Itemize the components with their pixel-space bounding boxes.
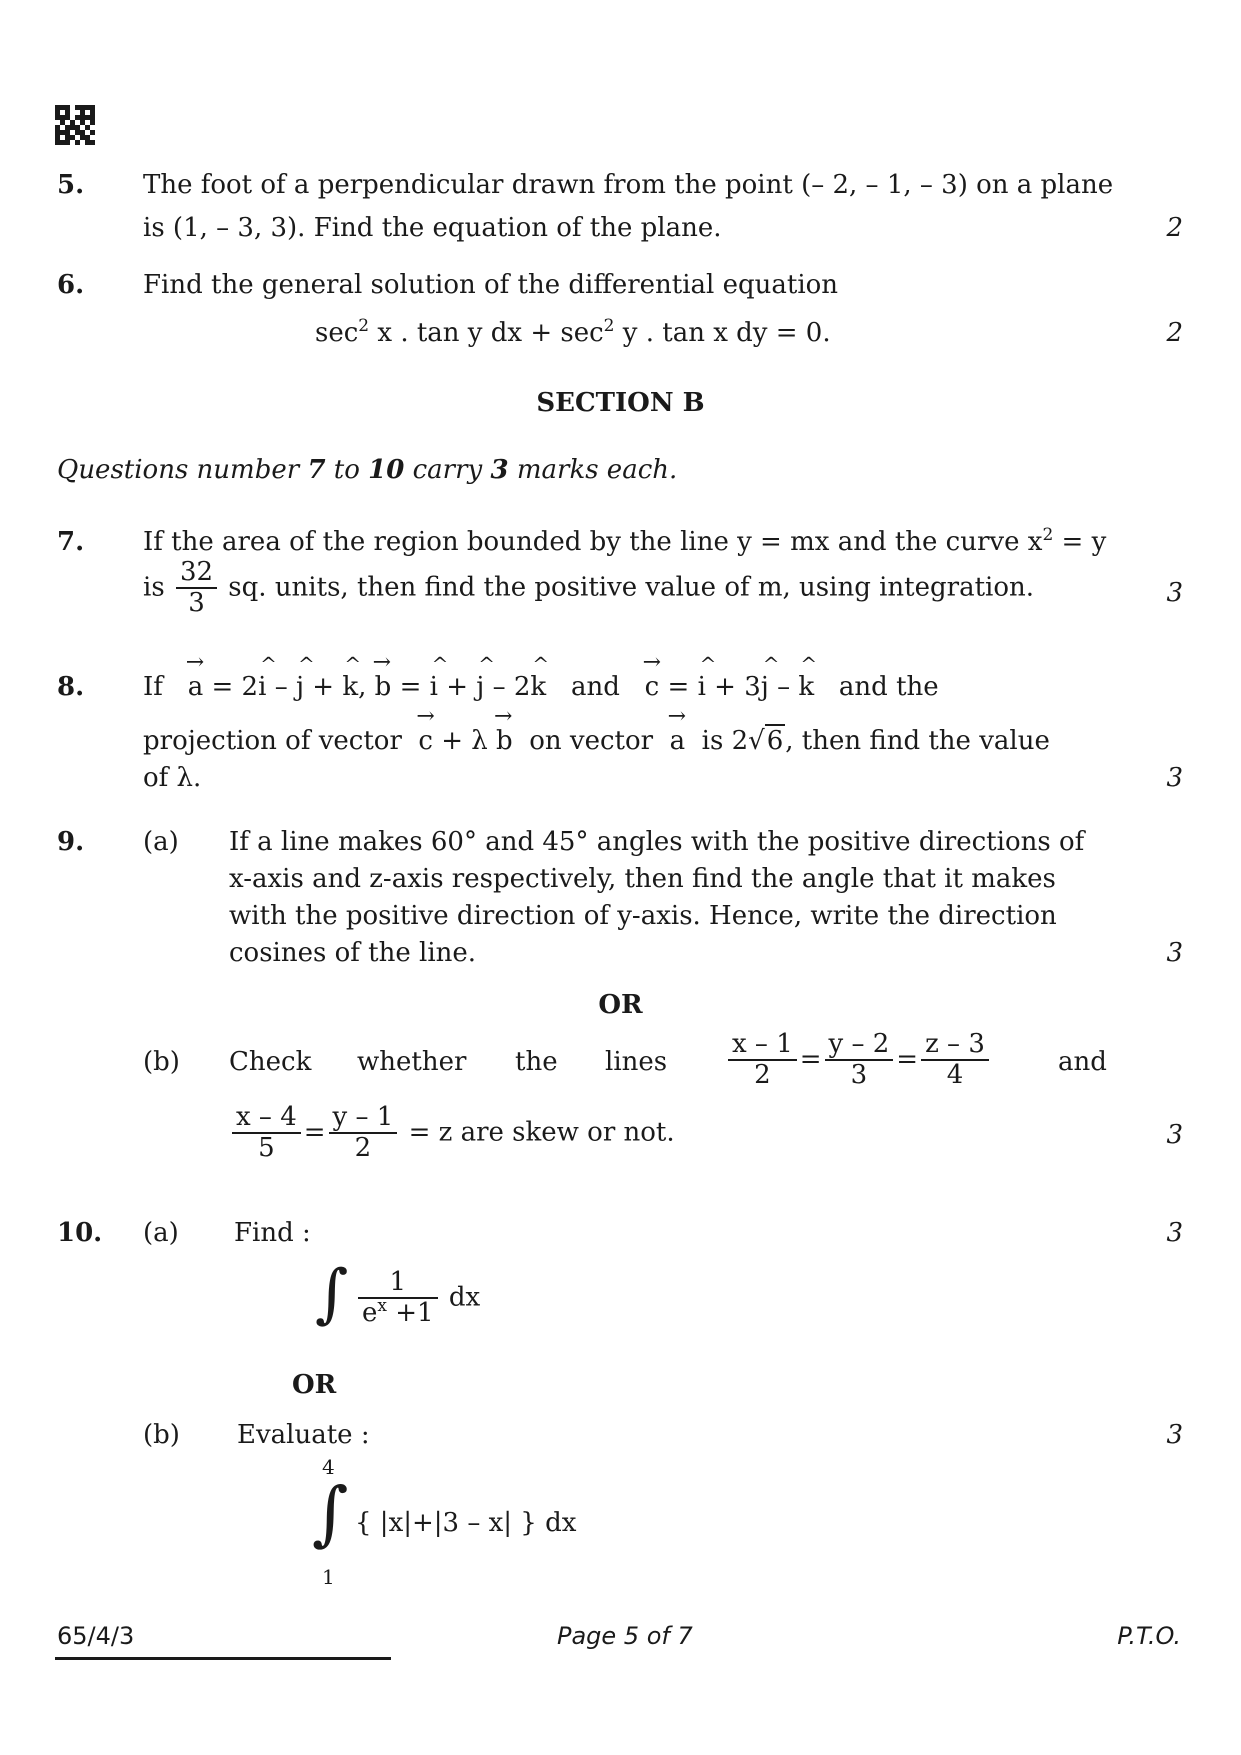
q9-b-whether: whether <box>357 1047 467 1077</box>
q9-number: 9. <box>57 827 85 857</box>
section-title: SECTION B <box>536 388 705 418</box>
q9-b-check: Check <box>229 1047 312 1077</box>
q8-line2: projection of vector → c + λ → b on vector → a is 2√6, then find the value <box>143 704 1050 756</box>
q9-a-line4: cosines of the line. <box>229 938 477 968</box>
q9-a-line3: with the positive direction of y-axis. Hence, write the direction <box>229 901 1057 931</box>
q9-b-line-equation: $\frac{x - 1}{2}$ = $\frac{y - 2}{3}$ = $\frac{z - 3}{4}$ <box>725 1030 992 1090</box>
q10-a-find: Find : <box>234 1218 311 1248</box>
q8-line1: If → a = 2 ^ i – ^ j + ^ k, → b = ^ i + ^ j – 2 ^ k and → c = ^ i + 3 ^ j – ^ k and the <box>143 650 939 702</box>
footer-page: Page 5 of 7 <box>557 1622 693 1650</box>
q5-line2: is (1, – 3, 3). Find the equation of the plane. <box>143 213 722 243</box>
q10-b-upper-limit: 4 <box>322 1455 335 1479</box>
q6-marks: 2 <box>1166 318 1183 348</box>
footer-pto: P.T.O. <box>1117 1622 1181 1650</box>
q9-a-line2: x-axis and z-axis respectively, then find the angle that it makes <box>229 864 1056 894</box>
q9-b-label: (b) <box>143 1047 180 1077</box>
q10-a-integrand: $\frac{1}{e^x +1}$ dx <box>355 1268 480 1328</box>
q8-marks: 3 <box>1166 763 1183 793</box>
q9-b-line2: $\frac{x - 4}{5}$ = $\frac{y - 1}{2}$ = z are skew or not. <box>229 1103 675 1163</box>
q10-b-integrand: { |x|+|3 – x| } dx <box>355 1508 577 1538</box>
footer-underline <box>55 1657 391 1660</box>
footer-code: 65/4/3 <box>57 1622 135 1650</box>
q9-or: OR <box>598 990 643 1020</box>
q7-marks: 3 <box>1166 578 1183 608</box>
q9-b-the: the <box>515 1047 558 1077</box>
q9-a-marks: 3 <box>1166 938 1183 968</box>
q5-line1: The foot of a perpendicular drawn from the point (– 2, – 1, – 3) on a plane <box>143 170 1114 200</box>
q10-number: 10. <box>57 1218 103 1248</box>
q5-number: 5. <box>57 170 85 200</box>
q8-line3: of λ. <box>143 763 202 793</box>
q8-number: 8. <box>57 672 85 702</box>
q7-fraction: $\frac{32}{3}$ <box>176 558 217 618</box>
q9-a-label: (a) <box>143 827 179 857</box>
q6-line1: Find the general solution of the differential equation <box>143 270 839 300</box>
q7-line1: If the area of the region bounded by the line y = mx and the curve $x^2 = y$ <box>143 525 1107 557</box>
q9-a-line1: If a line makes 60° and 45° angles with the positive directions of <box>229 827 1085 857</box>
q10-b-lower-limit: 1 <box>322 1565 335 1589</box>
q10-b-marks: 3 <box>1166 1420 1183 1450</box>
q10-a-integral-sign: ∫ <box>315 1257 349 1331</box>
q7-number: 7. <box>57 527 85 557</box>
q10-b-integral-sign: ∫ <box>312 1472 349 1554</box>
q7-line2: is $\frac{32}{3}$ sq. units, then find the positive value of m, using integration. <box>143 557 1035 618</box>
qr-code <box>55 105 95 145</box>
q10-or: OR <box>292 1370 337 1400</box>
q9-b-lines: lines <box>605 1047 668 1077</box>
q6-equation: $\sec^2 x$ . tan y dx + $\sec^2 y$ . tan x dy = 0. <box>315 316 831 348</box>
q10-a-marks: 3 <box>1166 1218 1183 1248</box>
section-instructions: Questions number 7 to 10 carry 3 marks each. <box>57 455 678 485</box>
q5-marks: 2 <box>1166 213 1183 243</box>
q9-b-and: and <box>1058 1047 1107 1077</box>
q10-b-label: (b) <box>143 1420 180 1450</box>
q6-number: 6. <box>57 270 85 300</box>
q9-b-marks: 3 <box>1166 1120 1183 1150</box>
q10-b-evaluate: Evaluate : <box>237 1420 370 1450</box>
q10-a-label: (a) <box>143 1218 179 1248</box>
